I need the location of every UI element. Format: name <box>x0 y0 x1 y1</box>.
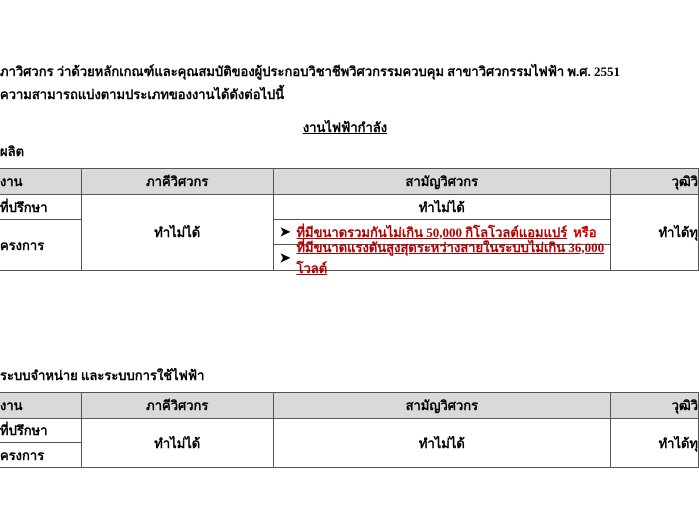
bullet2-text: ที่มีขนาดแรงดันสูงสุดระหว่างสายในระบบไม่เกิน 36,000 โวลต์ <box>296 239 605 276</box>
bullet1-suffix: หรือ <box>573 224 597 240</box>
task-cell-project: ครงการ <box>0 220 81 271</box>
senior-value-cell: ทำได้ทุ <box>611 419 699 468</box>
header-senior: วุฒิวิ <box>611 393 699 419</box>
header-task: งาน <box>0 393 81 419</box>
professional-bullets-cell <box>273 220 611 276</box>
table-row <box>0 195 699 220</box>
task-cell-project: ครงการ <box>0 443 81 468</box>
header-professional: สามัญวิศวกร <box>273 393 610 419</box>
section2-label: ระบบจำหน่าย และระบบการใช้ไฟฟ้า <box>0 368 205 383</box>
table-header-row <box>0 393 699 419</box>
header-professional: สามัญวิศวกร <box>273 169 611 195</box>
document-heading-line1: ภาวิศวกร ว่าด้วยหลักเกณฑ์และคุณสมบัติของผู้ประกอบวิชาชีพวิศวกรรมควบคุม สาขาวิศวกรรมไฟฟ้า พ.ศ. 2551 <box>0 64 621 79</box>
header-associate: ภาคีวิศวกร <box>81 393 273 419</box>
associate-value-cell: ทำไม่ได้ <box>81 195 273 271</box>
bullet1-text: ที่มีขนาดรวมกันไม่เกิน 50,000 กิโลโวลต์แอมแปร์ <box>296 224 568 240</box>
arrow-bullet-icon: ➤ <box>279 224 291 239</box>
section1-label: ผลิต <box>0 144 25 159</box>
table-row <box>0 419 699 443</box>
task-cell-consult: ที่ปรึกษา <box>0 419 81 443</box>
header-associate: ภาคีวิศวกร <box>81 169 273 195</box>
professional-value-cell: ทำไม่ได้ <box>273 419 610 468</box>
section2-table <box>0 392 699 468</box>
bullet-item <box>274 239 611 276</box>
header-senior: วุฒิวิ <box>611 169 699 195</box>
task-cell-consult: ที่ปรึกษา <box>0 195 81 220</box>
section-title: งานไฟฟ้ากำลัง <box>302 120 388 135</box>
table-header-row <box>0 169 699 195</box>
header-task: งาน <box>0 169 81 195</box>
arrow-bullet-icon: ➤ <box>279 249 291 265</box>
document-heading-line2: ความสามารถแบ่งตามประเภทของงานได้ดังต่อไปนี้ <box>0 87 285 102</box>
professional-value-cell: ทำไม่ได้ <box>273 195 611 220</box>
associate-value-cell: ทำไม่ได้ <box>81 419 273 468</box>
senior-value-cell: ทำได้ทุ <box>611 195 699 271</box>
section1-table <box>0 168 699 276</box>
